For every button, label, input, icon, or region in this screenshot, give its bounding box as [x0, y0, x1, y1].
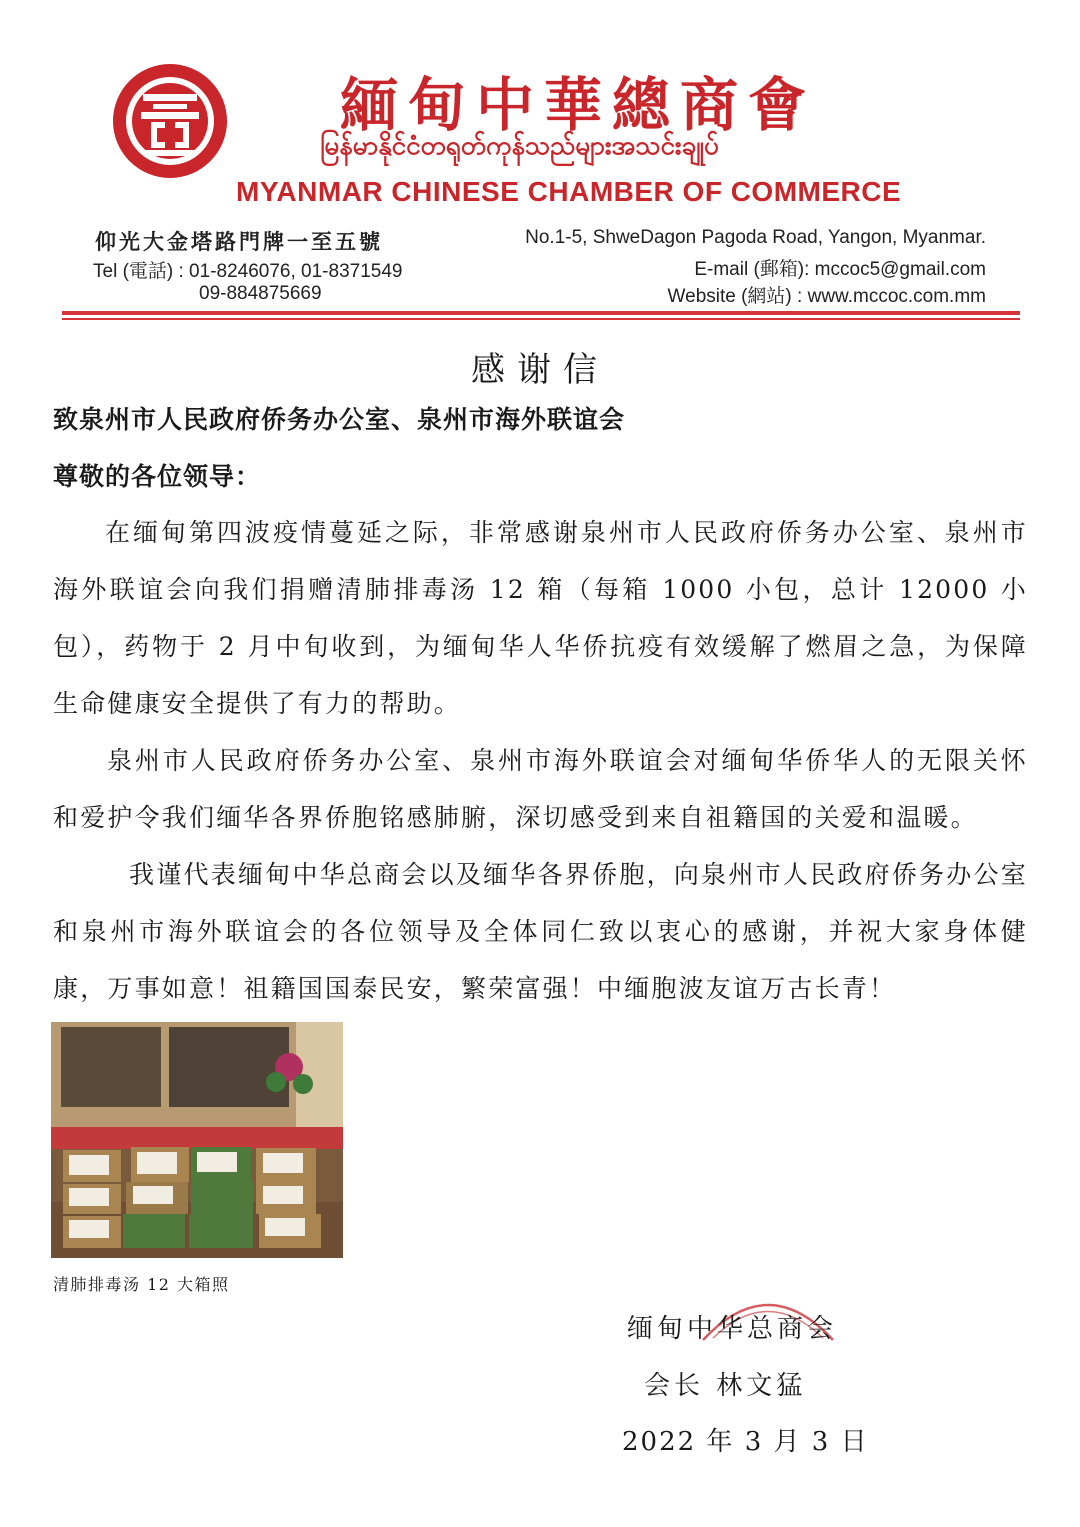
photo-caption: 清肺排毒汤 12 大箱照	[53, 1275, 230, 1294]
letterhead-divider-thin	[62, 318, 1020, 320]
org-name-burmese: မြန်မာနိုင်ငံတရုတ်ကုန်သည်များအသင်းချုပ်	[320, 131, 719, 161]
website-line: Website (網站) : www.mccoc.com.mm	[667, 286, 986, 307]
signature-organization: 缅甸中华总商会	[627, 1314, 838, 1344]
chamber-logo-icon	[113, 64, 227, 178]
address-chinese: 仰光大金塔路門牌一至五號	[95, 229, 383, 254]
org-name-english: MYANMAR CHINESE CHAMBER OF COMMERCE	[236, 176, 902, 207]
telephone-line: Tel (電話) : 01-8246076, 01-8371549	[93, 261, 403, 282]
letter-recipient: 致泉州市人民政府侨务办公室、泉州市海外联谊会	[53, 405, 626, 434]
letter-paragraph-1: 在缅甸第四波疫情蔓延之际，非常感谢泉州市人民政府侨务办公室、泉州市海外联谊会向我们捐赠清肺排毒汤 12 箱（每箱 1000 小包，总计 12000 小包），药物于 2 月中旬收到，为缅甸华人华侨抗疫有效缓解了燃眉之急，为保障生命健康安全提供了有力的帮助。	[53, 518, 1028, 718]
org-name-chinese: 緬甸中華總商會	[340, 71, 817, 139]
letter-paragraph-3: 我谨代表缅甸中华总商会以及缅华各界侨胞，向泉州市人民政府侨务办公室和泉州市海外联谊会的各位领导及全体同仁致以衷心的感谢，并祝大家身体健康，万事如意！祖籍国国泰民安，繁荣富强！中缅胞波友谊万古长青！	[53, 860, 1028, 1003]
signature-date: 2022 年 3 月 3 日	[622, 1427, 869, 1457]
letter-title: 感谢信	[471, 350, 609, 390]
telephone-line-2: 09-884875669	[199, 283, 322, 304]
letter-paragraph-2: 泉州市人民政府侨务办公室、泉州市海外联谊会对缅甸华侨华人的无限关怀和爱护令我们缅华各界侨胞铭感肺腑，深切感受到来自祖籍国的关爱和温暖。	[53, 746, 1028, 832]
signature-president: 会长 林文猛	[644, 1371, 807, 1401]
letterhead-divider	[62, 311, 1020, 315]
address-english: No.1-5, ShweDagon Pagoda Road, Yangon, Myanmar.	[525, 227, 986, 248]
donation-boxes-photo	[51, 1022, 343, 1258]
email-line: E-mail (郵箱): mccoc5@gmail.com	[694, 259, 986, 280]
letter-salutation: 尊敬的各位领导：	[53, 462, 262, 491]
